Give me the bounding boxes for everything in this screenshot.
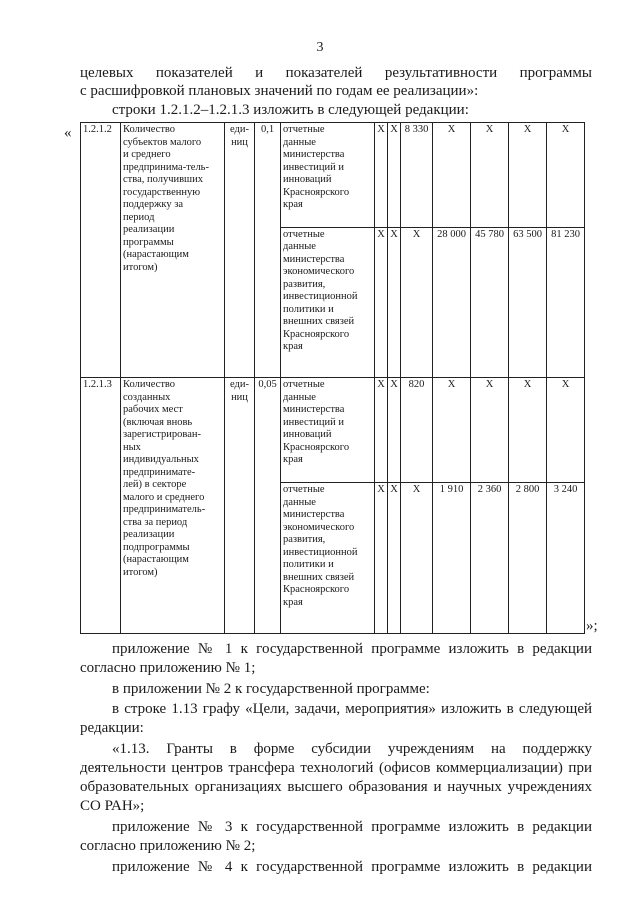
intro-word: показателей — [155, 65, 233, 81]
intro-word: результативности — [384, 65, 498, 81]
value-cell: X — [388, 227, 401, 378]
value-cell: X — [509, 123, 547, 228]
value-cell: X — [388, 123, 401, 228]
value-cell: X — [388, 378, 401, 483]
indicator-name: Количество созданных рабочих мест (включая вновь зарегистрирован- ных индивидуальных предпринимате- лей) в секторе малого и среднего предприниматель- ства за период реализации подпрограммы (нарастающим итогом) — [121, 378, 225, 634]
intro-word: программы — [519, 65, 592, 81]
indicators-table — [80, 122, 585, 634]
value-cell: 2 800 — [509, 483, 547, 634]
page-number: 3 — [316, 40, 324, 55]
value-cell: 8 330 — [401, 123, 433, 228]
value-cell: 3 240 — [547, 483, 585, 634]
weight: 0,05 — [255, 378, 281, 634]
value-cell: X — [547, 378, 585, 483]
open-quote: « — [64, 125, 72, 141]
paragraph-line: приложение № 1 к государственной программе изложить в редакции — [112, 641, 592, 657]
paragraph-line: приложение № 4 к государственной программе изложить в редакции — [112, 859, 592, 875]
intro-word: показателей — [285, 65, 363, 81]
value-cell: 45 780 — [471, 227, 509, 378]
value-cell: X — [375, 123, 388, 228]
paragraph-line: редакции: — [80, 720, 144, 736]
value-cell: X — [433, 123, 471, 228]
data-source: отчетные данные министерства экономического развития, инвестиционной политики и внешних связей Красноярского края — [281, 227, 375, 378]
close-quote: »; — [586, 618, 598, 634]
data-source: отчетные данные министерства инвестиций и инноваций Красноярского края — [281, 378, 375, 483]
value-cell: 63 500 — [509, 227, 547, 378]
paragraph-line: образовательных организациях высшего образования и научных учреждениях — [80, 779, 592, 795]
value-cell: X — [401, 483, 433, 634]
paragraph-line: «1.13. Гранты в форме субсидии учреждениям на поддержку — [112, 741, 592, 757]
paragraph-line: в строке 1.13 графу «Цели, задачи, мероприятия» изложить в следующей — [112, 701, 592, 717]
value-cell: X — [401, 227, 433, 378]
paragraph-line: деятельности центров трансфера технологий (офисов коммерциализации) при — [80, 760, 592, 776]
value-cell: X — [375, 483, 388, 634]
value-cell: X — [375, 227, 388, 378]
intro-line-1 — [80, 64, 592, 82]
value-cell: X — [471, 378, 509, 483]
value-cell: X — [471, 123, 509, 228]
value-cell: 28 000 — [433, 227, 471, 378]
intro-word: и — [255, 65, 264, 81]
paragraph-line: согласно приложению № 2; — [80, 838, 256, 854]
paragraph-line: в приложении № 2 к государственной программе: — [112, 681, 430, 697]
intro-word: целевых — [80, 65, 134, 81]
table-row — [81, 378, 585, 483]
value-cell: 820 — [401, 378, 433, 483]
table-row — [81, 123, 585, 228]
data-source: отчетные данные министерства экономического развития, инвестиционной политики и внешних связей Красноярского края — [281, 483, 375, 634]
value-cell: X — [433, 378, 471, 483]
intro-line-3: строки 1.2.1.2–1.2.1.3 изложить в следующей редакции: — [112, 102, 469, 118]
value-cell: 1 910 — [433, 483, 471, 634]
value-cell: 81 230 — [547, 227, 585, 378]
unit: еди- ниц — [225, 123, 255, 378]
value-cell: 2 360 — [471, 483, 509, 634]
value-cell: X — [547, 123, 585, 228]
indicator-name: Количество субъектов малого и среднего предпринима-тель- ства, получивших государственную поддержку за период реализации программы (нарастающим итогом) — [121, 123, 225, 378]
value-cell: X — [509, 378, 547, 483]
paragraph-line: приложение № 3 к государственной программе изложить в редакции — [112, 819, 592, 835]
row-code: 1.2.1.3 — [81, 378, 121, 634]
paragraph-line: СО РАН»; — [80, 798, 145, 814]
intro-line-2: с расшифровкой плановых значений по годам ее реализации»: — [80, 83, 479, 99]
row-code: 1.2.1.2 — [81, 123, 121, 378]
data-source: отчетные данные министерства инвестиций и инноваций Красноярского края — [281, 123, 375, 228]
weight: 0,1 — [255, 123, 281, 378]
paragraph-line: согласно приложению № 1; — [80, 660, 256, 676]
unit: еди- ниц — [225, 378, 255, 634]
value-cell: X — [388, 483, 401, 634]
value-cell: X — [375, 378, 388, 483]
